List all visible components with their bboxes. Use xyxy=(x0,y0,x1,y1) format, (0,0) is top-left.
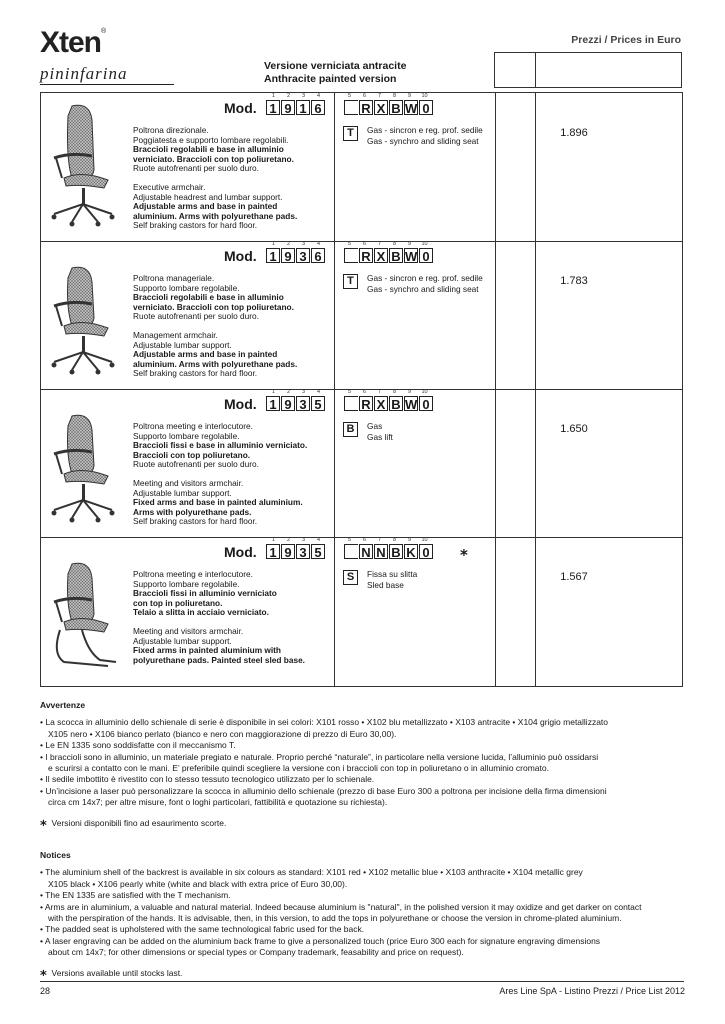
finish-blank xyxy=(344,396,358,411)
version-title xyxy=(264,60,406,86)
finish-index-row xyxy=(342,241,432,247)
version-title-en: Anthracite painted version xyxy=(264,73,397,85)
option-en: Gas - synchro and sliding seat xyxy=(367,283,479,294)
finish-index: 10 xyxy=(421,93,428,99)
option-it: Gas xyxy=(367,421,383,431)
code-index: 2 xyxy=(286,389,291,395)
finish-char: X xyxy=(374,248,388,263)
code-index: 4 xyxy=(316,93,321,99)
code-index: 1 xyxy=(271,93,276,99)
finish-index: 5 xyxy=(347,389,352,395)
finish-char: W xyxy=(405,101,418,116)
code-digit: 1 xyxy=(296,100,310,115)
model-description xyxy=(133,422,333,527)
code-index-row xyxy=(266,389,326,395)
avv-line: • Il sedile imbottito è rivestito con lo stesso tessuto tecnologico utilizzato per lo schienale. xyxy=(40,774,375,785)
finish-char: B xyxy=(389,544,403,559)
code-index: 4 xyxy=(316,389,321,395)
code-index: 3 xyxy=(301,241,306,247)
finish-index: 9 xyxy=(407,241,412,247)
prices-title: Prezzi / Prices in Euro xyxy=(571,34,681,46)
code-digit: 3 xyxy=(296,544,310,559)
code-index-row xyxy=(266,93,326,99)
finish-index: 7 xyxy=(377,93,382,99)
description-line: Self braking castors for hard floor. xyxy=(133,220,258,231)
finish-code xyxy=(344,248,434,263)
finish-code xyxy=(344,544,434,559)
code-digit: 6 xyxy=(311,248,325,263)
brand-logo xyxy=(40,28,105,58)
code-index: 2 xyxy=(286,93,291,99)
code-index: 3 xyxy=(301,389,306,395)
description-line: Arms with polyurethane pads. xyxy=(133,506,252,517)
code-digit: 3 xyxy=(296,396,310,411)
notice-line: • The aluminium shell of the backrest is available in six colours as standard: X101 red • X102 metallic blue • X103 anthracite • X104 metallic grey xyxy=(40,867,583,878)
notice-line: with the perspiration of the hands. It is advisable, then, in this version, to add the tops in polyurethane or choose the version in chrome-plated aluminium. xyxy=(48,913,622,924)
mod-label: Mod. xyxy=(224,396,257,412)
description-line: Ruote autofrenanti per suolo duro. xyxy=(133,163,259,174)
avvertenze-section xyxy=(40,700,685,829)
description-line: Braccioli regolabili e base in alluminio xyxy=(133,292,284,303)
code-index: 4 xyxy=(316,537,321,543)
finish-char: X xyxy=(374,100,388,115)
version-title-it: Versione verniciata antracite xyxy=(264,60,407,72)
code-index: 2 xyxy=(286,537,291,543)
finish-char: 0 xyxy=(419,544,433,559)
option-en: Gas - synchro and sliding seat xyxy=(367,135,479,146)
price-header-box xyxy=(494,52,682,88)
mod-label: Mod. xyxy=(224,544,257,560)
description-line: aluminium. Arms with polyurethane pads. xyxy=(133,210,298,221)
notice-star-note: Versions available until stocks last. xyxy=(51,967,183,978)
model-code xyxy=(266,100,326,115)
notices-section xyxy=(40,850,685,979)
description-line: Adjustable headrest and lumbar support. xyxy=(133,191,283,202)
finish-index: 9 xyxy=(407,389,412,395)
description-line: Adjustable arms and base in painted xyxy=(133,349,278,360)
finish-char: W xyxy=(405,397,418,412)
model-description xyxy=(133,126,333,231)
code-digit: 9 xyxy=(281,396,295,411)
finish-index: 8 xyxy=(392,537,397,543)
description-line: verniciato. Braccioli con top poliuretano. xyxy=(133,301,294,312)
chair-illustration xyxy=(42,248,122,378)
finish-index: 9 xyxy=(407,93,412,99)
avv-line: X105 nero • X106 bianco perlato (bianco e nero con maggiorazione di prezzo di Euro 30,00). xyxy=(48,728,397,739)
finish-char: X xyxy=(374,396,388,411)
finish-index: 8 xyxy=(392,389,397,395)
option-it: Fissa su slitta xyxy=(367,569,418,579)
brand-sub-logo: pininfarina xyxy=(40,64,128,83)
code-digit: 1 xyxy=(266,544,280,559)
chair-illustration xyxy=(42,100,122,230)
finish-char: R xyxy=(359,100,373,115)
finish-index: 10 xyxy=(421,537,428,543)
finish-char: B xyxy=(389,396,403,411)
avv-line: circa cm 14x7; per altre misure, font o loghi particolari, fattibilità e quotazione su richiesta). xyxy=(48,797,388,808)
description-line: Meeting and visitors armchair. xyxy=(133,625,244,636)
description-line: Supporto lombare regolabile. xyxy=(133,578,240,589)
description-line: Self braking castors for hard floor. xyxy=(133,516,258,527)
brand-registered-mark: ® xyxy=(101,28,106,35)
code-digit: 6 xyxy=(311,100,325,115)
model-code xyxy=(266,396,326,411)
code-digit: 3 xyxy=(296,248,310,263)
description-line: Adjustable lumbar support. xyxy=(133,487,232,498)
chair-illustration xyxy=(42,396,122,526)
notices-title: Notices xyxy=(40,850,71,860)
code-index: 1 xyxy=(271,537,276,543)
page-number: 28 xyxy=(40,986,51,996)
avv-line: • I braccioli sono in alluminio, un materiale pregiato e naturale. Proprio perché “naturale”, in particolare nella versione lucida, l’alluminio può ossidarsi xyxy=(40,751,599,762)
price-value: 1.783 xyxy=(560,275,588,287)
description-line: Self braking castors for hard floor. xyxy=(133,368,258,379)
model-description xyxy=(133,570,333,665)
option-letter: T xyxy=(343,274,358,289)
description-line: Fixed arms and base in painted aluminium. xyxy=(133,497,303,508)
description-line: Poltrona manageriale. xyxy=(133,273,215,283)
code-digit: 1 xyxy=(266,100,280,115)
finish-index: 6 xyxy=(362,537,367,543)
finish-index-row xyxy=(342,537,432,543)
finish-index-row xyxy=(342,93,432,99)
finish-char: B xyxy=(389,100,403,115)
finish-blank xyxy=(344,100,358,115)
price-value: 1.567 xyxy=(560,571,588,583)
description-line: Supporto lombare regolabile. xyxy=(133,282,240,293)
finish-code xyxy=(344,100,434,115)
description-line: Braccioli fissi in alluminio verniciato xyxy=(133,588,277,599)
finish-index: 9 xyxy=(407,537,412,543)
option-it: Gas - sincron e reg. prof. sedile xyxy=(367,273,483,283)
description-line: polyurethane pads. Painted steel sled base. xyxy=(133,654,305,665)
avv-line: • Le EN 1335 sono soddisfatte con il meccanismo T. xyxy=(40,740,236,751)
finish-blank xyxy=(344,544,358,559)
avv-line: • Un’incisione a laser può personalizzare la scocca in alluminio dello schienale (prezzo di base Euro 300 a poltrona per incisione della firma dimensioni xyxy=(40,785,607,796)
option-en: Gas lift xyxy=(367,431,393,442)
finish-index: 7 xyxy=(377,537,382,543)
finish-index: 8 xyxy=(392,241,397,247)
code-digit: 5 xyxy=(311,544,325,559)
code-index-row xyxy=(266,241,326,247)
mod-label: Mod. xyxy=(224,248,257,264)
description-line: Braccioli fissi e base in alluminio verniciato. xyxy=(133,440,308,451)
notice-line: • Arms are in aluminium, a valuable and natural material. Indeed because aluminium is "natural", in the polished version it may oxidize and get darker on contact xyxy=(40,901,642,912)
finish-index: 6 xyxy=(362,93,367,99)
star-icon: ⁎ xyxy=(460,543,468,560)
option-it: Gas - sincron e reg. prof. sedile xyxy=(367,125,483,135)
description-line: aluminium. Arms with polyurethane pads. xyxy=(133,358,298,369)
avvertenze-title: Avvertenze xyxy=(40,700,86,710)
description-line: Adjustable lumbar support. xyxy=(133,635,232,646)
code-index: 1 xyxy=(271,389,276,395)
finish-blank xyxy=(344,248,358,263)
description-line: Adjustable lumbar support. xyxy=(133,339,232,350)
finish-index: 7 xyxy=(377,241,382,247)
code-digit: 9 xyxy=(281,248,295,263)
code-digit: 5 xyxy=(311,396,325,411)
option-letter: B xyxy=(343,422,358,437)
finish-char: N xyxy=(359,544,373,559)
model-code xyxy=(266,248,326,263)
description-line: con top in poliuretano. xyxy=(133,597,223,608)
notice-line: • The padded seat is upholstered with the same technological fabric used for the back. xyxy=(40,924,365,935)
avv-star-note: Versioni disponibili fino ad esaurimento scorte. xyxy=(51,817,227,828)
footer-text: Ares Line SpA - Listino Prezzi / Price List 2012 xyxy=(499,986,685,996)
finish-index-row xyxy=(342,389,432,395)
option-letter: T xyxy=(343,126,358,141)
avv-line: e scurirsi a contatto con le mani. E’ preferibile quindi scegliere la versione con i braccioli con top in poliuretano o in alluminio cromato. xyxy=(48,763,549,774)
finish-char: R xyxy=(359,396,373,411)
star-icon: ⁎ xyxy=(40,963,47,979)
code-index: 3 xyxy=(301,537,306,543)
finish-index: 7 xyxy=(377,389,382,395)
finish-char: W xyxy=(405,249,418,264)
description-line: Braccioli con top poliuretano. xyxy=(133,449,251,460)
finish-char: B xyxy=(389,248,403,263)
notice-line: • A laser engraving can be added on the aluminium back frame to give a personalized touch (price Euro 300 each for signature engraving dimensions xyxy=(40,935,601,946)
description-line: Adjustable arms and base in painted xyxy=(133,201,278,212)
finish-code xyxy=(344,396,434,411)
code-index: 2 xyxy=(286,241,291,247)
finish-char: 0 xyxy=(419,248,433,263)
option-letter: S xyxy=(343,570,358,585)
option-text xyxy=(367,421,393,442)
description-line: Poltrona direzionale. xyxy=(133,125,209,135)
description-line: Supporto lombare regolabile. xyxy=(133,430,240,441)
code-digit: 1 xyxy=(266,248,280,263)
finish-index: 5 xyxy=(347,241,352,247)
star-icon: ⁎ xyxy=(40,813,47,829)
finish-index: 10 xyxy=(421,389,428,395)
description-line: Management armchair. xyxy=(133,329,218,340)
brand-name: Xten xyxy=(40,26,102,59)
description-line: Meeting and visitors armchair. xyxy=(133,477,244,488)
code-digit: 9 xyxy=(281,100,295,115)
option-text xyxy=(367,273,483,294)
code-index-row xyxy=(266,537,326,543)
description-line: Poggiatesta e supporto lombare regolabili. xyxy=(133,134,289,145)
finish-index: 8 xyxy=(392,93,397,99)
description-line: Braccioli regolabili e base in alluminio xyxy=(133,144,284,155)
chair-illustration xyxy=(42,544,122,674)
description-line: Executive armchair. xyxy=(133,181,206,192)
finish-char: 0 xyxy=(419,396,433,411)
avv-line: • La scocca in alluminio dello schienale di serie è disponibile in sei colori: X101 rosso • X102 blu metallizzato • X103 antracite • X104 grigio metallizzato xyxy=(40,717,609,728)
description-line: Poltrona meeting e interlocutore. xyxy=(133,421,253,431)
option-text xyxy=(367,125,483,146)
notice-line: about cm 14x7; for other dimensions or special types or Company trademark, feasability and price on request). xyxy=(48,947,464,958)
description-line: Poltrona meeting e interlocutore. xyxy=(133,569,253,579)
description-line: Ruote autofrenanti per suolo duro. xyxy=(133,311,259,322)
finish-index: 5 xyxy=(347,93,352,99)
notice-line: X105 black • X106 pearly white (white and black with extra price of Euro 30,00). xyxy=(48,878,348,889)
description-line: Fixed arms in painted aluminium with xyxy=(133,645,281,656)
code-index: 3 xyxy=(301,93,306,99)
finish-char: N xyxy=(374,544,388,559)
finish-char: R xyxy=(359,248,373,263)
notice-line: • The EN 1335 are satisfied with the T mechanism. xyxy=(40,890,231,901)
model-description xyxy=(133,274,333,379)
finish-index: 5 xyxy=(347,537,352,543)
code-index: 4 xyxy=(316,241,321,247)
price-value: 1.650 xyxy=(560,423,588,435)
finish-index: 6 xyxy=(362,241,367,247)
description-line: verniciato. Braccioli con top poliuretano. xyxy=(133,153,294,164)
model-code xyxy=(266,544,326,559)
logo-underline xyxy=(40,84,174,85)
finish-char: K xyxy=(404,544,418,559)
finish-index: 6 xyxy=(362,389,367,395)
code-digit: 9 xyxy=(281,544,295,559)
code-digit: 1 xyxy=(266,396,280,411)
price-value: 1.896 xyxy=(560,127,588,139)
mod-label: Mod. xyxy=(224,100,257,116)
code-index: 1 xyxy=(271,241,276,247)
option-en: Sled base xyxy=(367,579,404,590)
finish-index: 10 xyxy=(421,241,428,247)
footer-rule xyxy=(40,981,684,982)
finish-char: 0 xyxy=(419,100,433,115)
option-text xyxy=(367,569,417,590)
description-line: Ruote autofrenanti per suolo duro. xyxy=(133,459,259,470)
description-line: Telaio a slitta in acciaio verniciato. xyxy=(133,607,269,618)
